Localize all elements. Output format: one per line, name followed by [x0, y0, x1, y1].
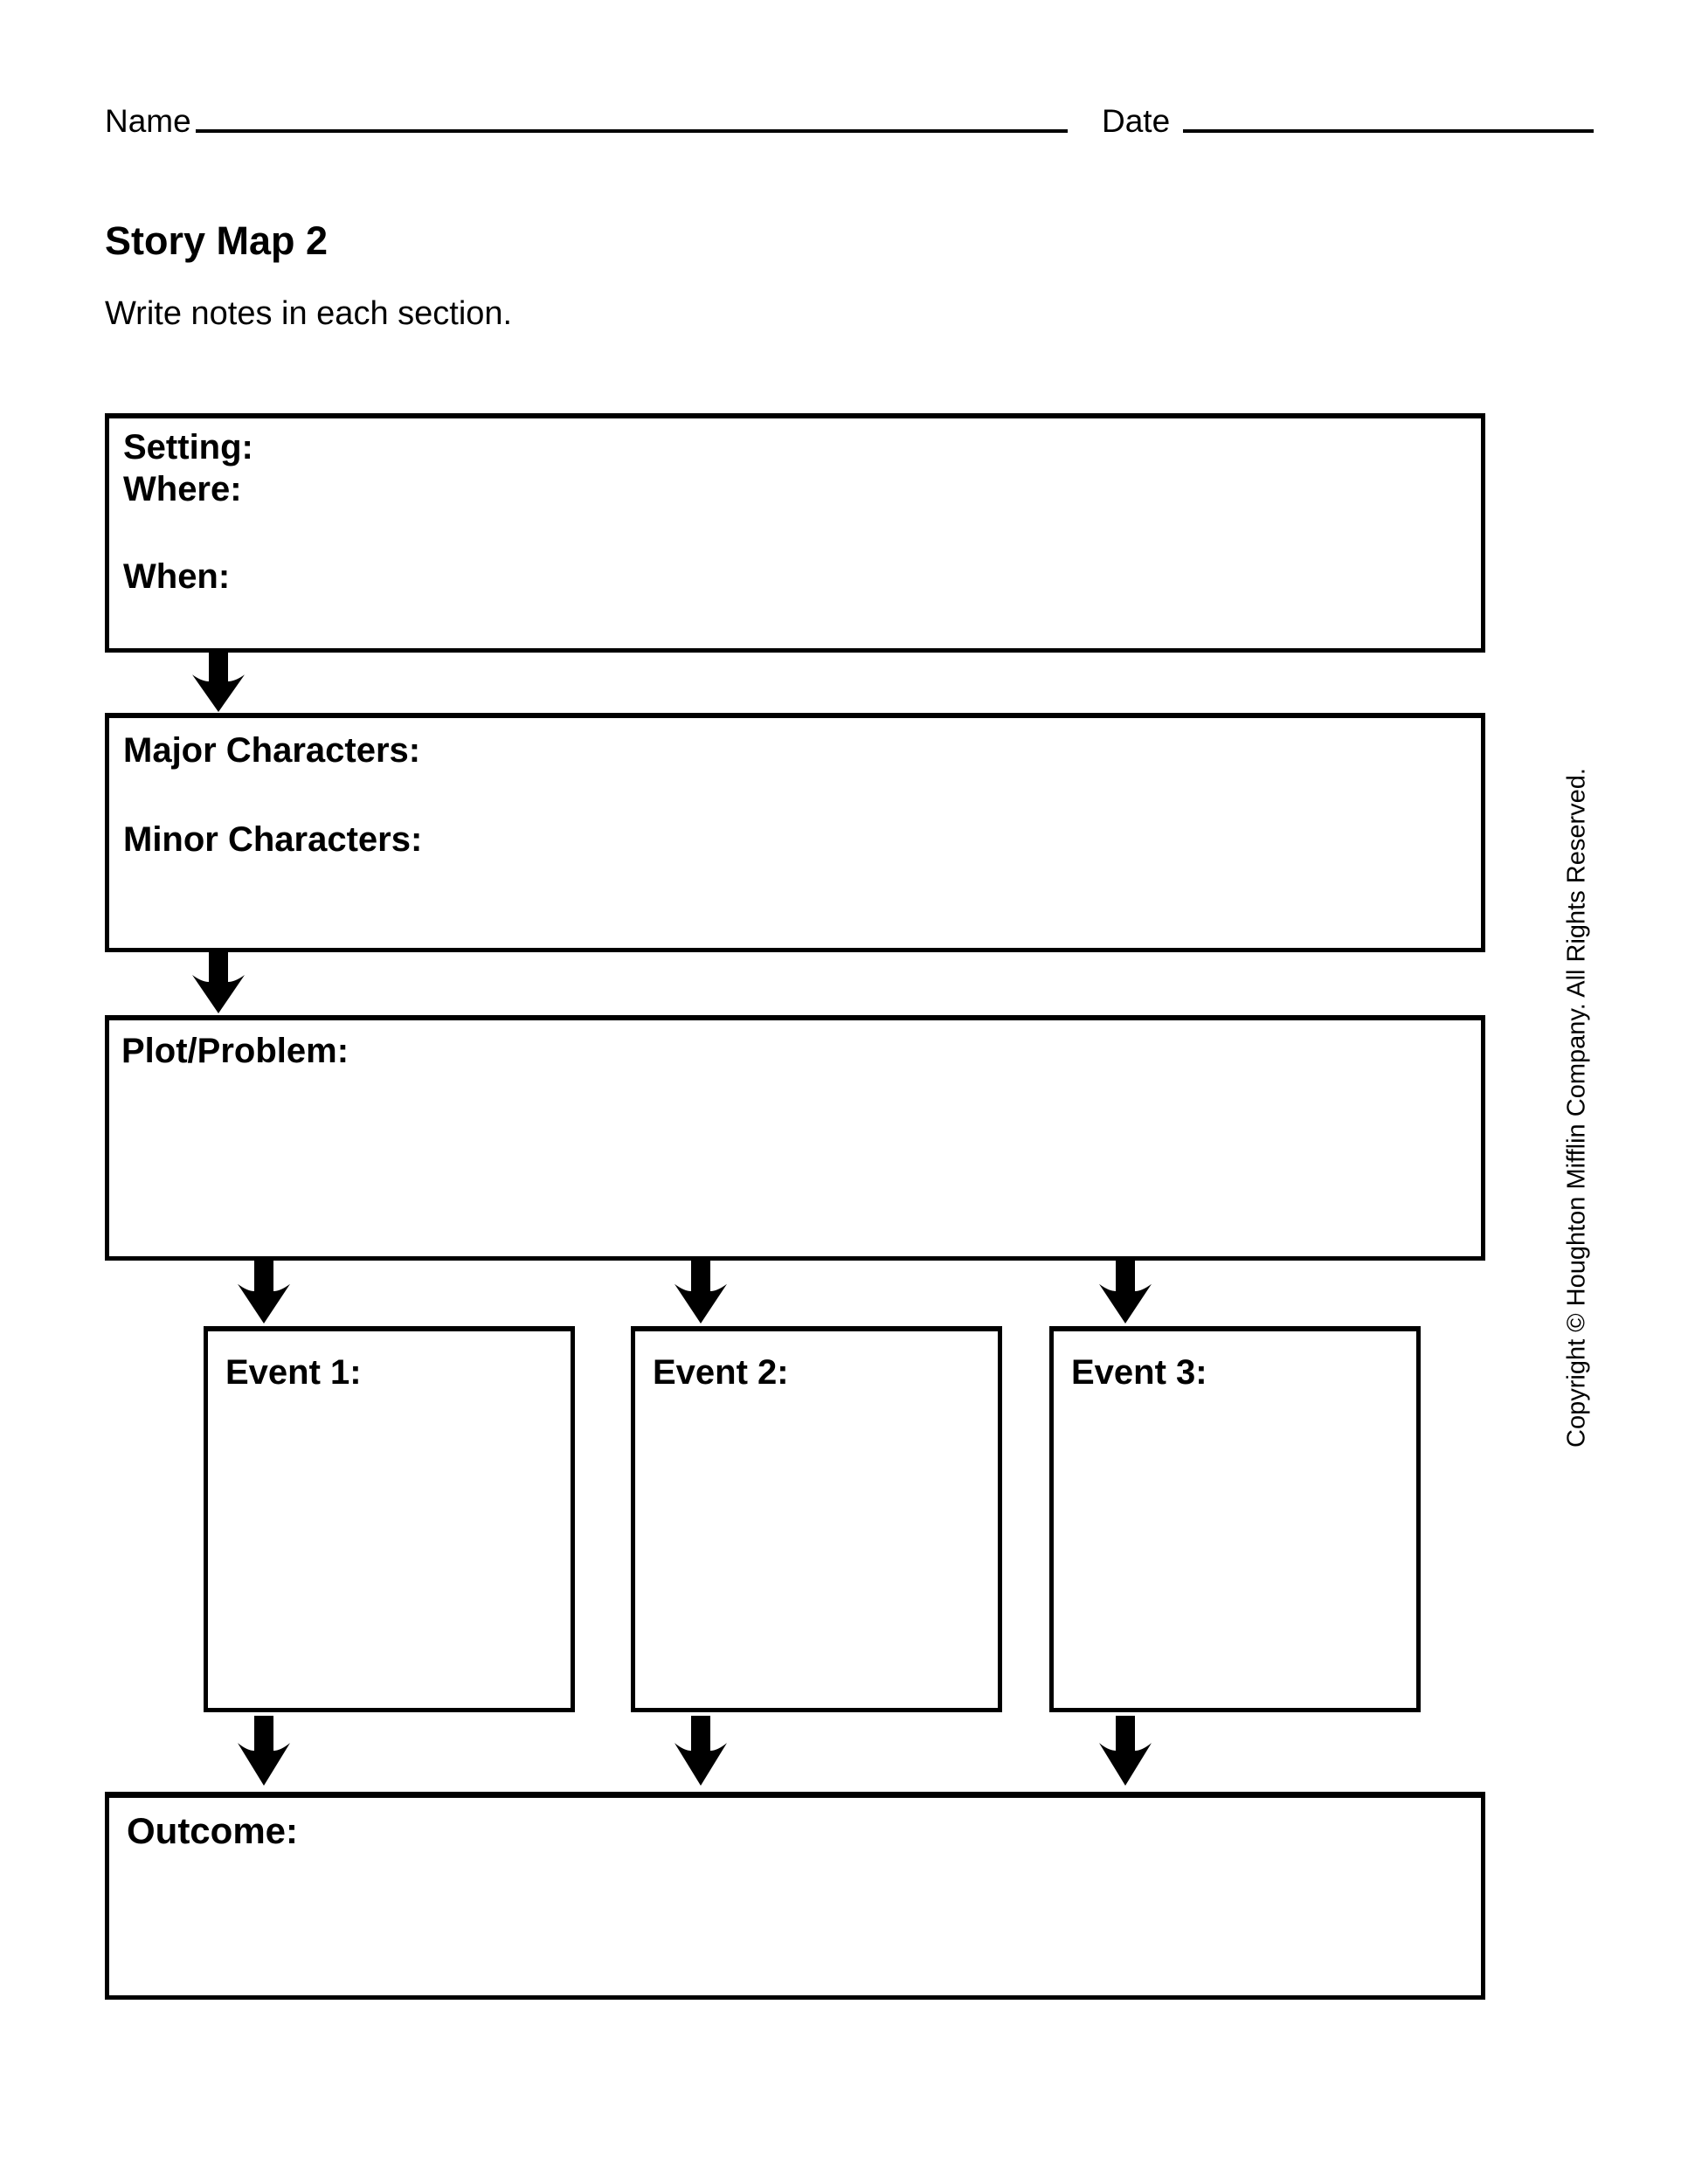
down-arrow-icon: [1097, 1259, 1153, 1324]
outcome-label: Outcome:: [127, 1810, 299, 1851]
minor-characters-label: Minor Characters:: [123, 820, 423, 859]
event-1-write-area[interactable]: [204, 1326, 575, 1712]
event-2-label: Event 2:: [653, 1353, 789, 1392]
where-label: Where:: [123, 470, 242, 508]
copyright-text: Copyright © Houghton Mifflin Company. All Rights Reserved.: [1562, 768, 1591, 1448]
date-input-line[interactable]: [1183, 129, 1594, 133]
down-arrow-icon: [673, 1716, 729, 1786]
event-3-label: Event 3:: [1071, 1353, 1207, 1392]
event-2-write-area[interactable]: [631, 1326, 1002, 1712]
characters-write-area[interactable]: [105, 713, 1485, 952]
down-arrow-icon: [673, 1259, 729, 1324]
instructions-text: Write notes in each section.: [105, 295, 513, 332]
event-1-label: Event 1:: [225, 1353, 362, 1392]
event-3-write-area[interactable]: [1049, 1326, 1421, 1712]
when-label: When:: [123, 557, 231, 596]
down-arrow-icon: [190, 651, 246, 712]
outcome-write-area[interactable]: [105, 1792, 1485, 2000]
down-arrow-icon: [236, 1259, 292, 1324]
setting-write-area[interactable]: [105, 413, 1485, 653]
down-arrow-icon: [236, 1716, 292, 1786]
page-title: Story Map 2: [105, 218, 329, 263]
name-label: Name: [105, 103, 191, 139]
down-arrow-icon: [1097, 1716, 1153, 1786]
date-label: Date: [1102, 103, 1171, 139]
setting-label: Setting:: [123, 428, 253, 467]
plot-problem-write-area[interactable]: [105, 1015, 1485, 1261]
major-characters-label: Major Characters:: [123, 731, 421, 770]
down-arrow-icon: [190, 950, 246, 1013]
name-input-line[interactable]: [196, 129, 1068, 133]
plot-problem-label: Plot/Problem:: [121, 1032, 349, 1070]
